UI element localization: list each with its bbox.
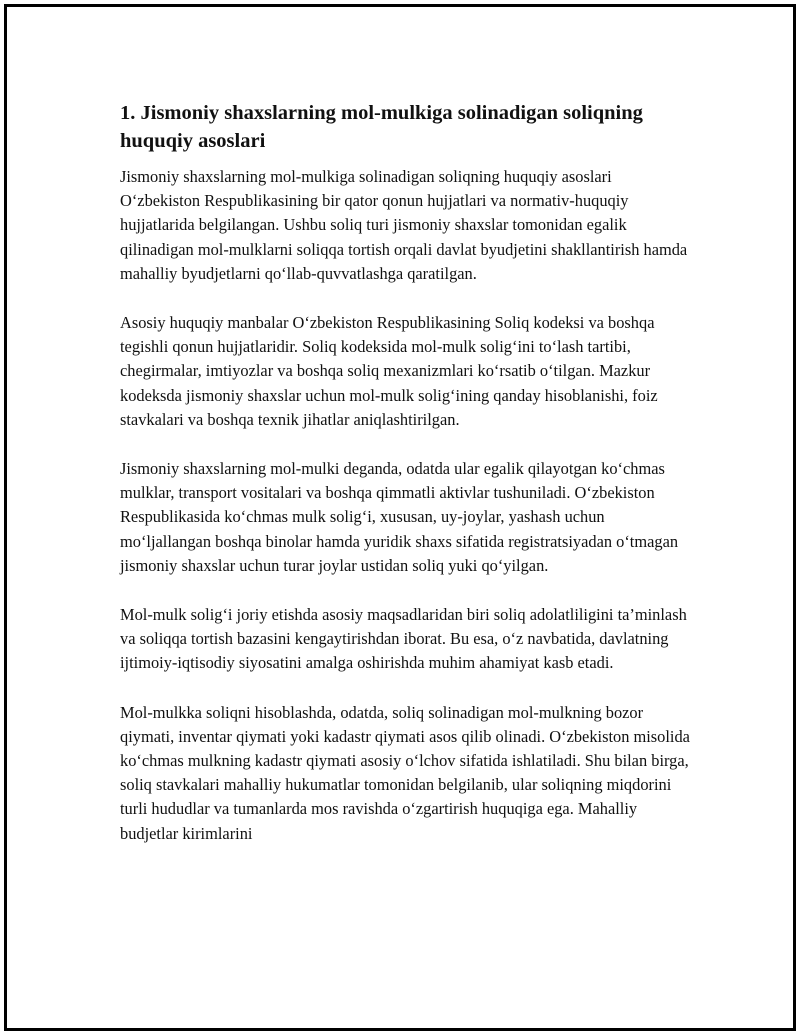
section-heading: 1. Jismoniy shaxslarning mol-mulkiga solinadigan soliqning huquqiy asoslari [120, 102, 643, 152]
paragraph-3: Jismoniy shaxslarning mol-mulki deganda, odatda ular egalik qilayotgan ko‘chmas mulklar, transport vositalari va boshqa qimmatli aktivlar tushuniladi. O‘zbekiston Respublikasida ko‘chmas mulk solig‘i, xususan, uy-joylar, yashash uchun mo‘ljallangan boshqa binolar hamda yuridik shaxs sifatida registratsiyadan o‘tmagan jismoniy shaxslar uchun turar joylar ustidan soliq yuki qo‘yilgan. [120, 459, 679, 575]
document-body [120, 99, 695, 871]
paragraph-2: Asosiy huquqiy manbalar O‘zbekiston Respublikasining Soliq kodeksi va boshqa tegishli qonun hujjatlaridir. Soliq kodeksida mol-mulk solig‘ini to‘lash tartibi, chegirmalar, imtiyozlar va boshqa soliq mexanizmlari ko‘rsatib o‘tilgan. Mazkur kodeksda jismoniy shaxslar uchun mol-mulk solig‘ining qanday hisoblanishi, foiz stavkalari va boshqa texnik jihatlar aniqlashtirilgan. [120, 313, 658, 429]
paragraph-1: Jismoniy shaxslarning mol-mulkiga solinadigan soliqning huquqiy asoslari O‘zbekiston Respublikasining bir qator qonun hujjatlari va normativ-huquqiy hujjatlarida belgilangan. Ushbu soliq turi jismoniy shaxslar tomonidan egalik qilinadigan mol-mulklarni soliqqa tortish orqali davlat byudjetini shakllantirish hamda mahalliy byudjetlarni qo‘llab-quvvatlashga qaratilgan. [120, 167, 688, 283]
paragraph-5: Mol-mulkka soliqni hisoblashda, odatda, soliq solinadigan mol-mulkning bozor qiymati, inventar qiymati yoki kadastr qiymati asos qilib olinadi. O‘zbekiston misolida ko‘chmas mulkning kadastr qiymati asosiy o‘lchov sifatida ishlatiladi. Shu bilan birga, soliq stavkalari mahalliy hukumatlar tomonidan belgilanib, ular soliqning miqdorini turli hududlar va tumanlarda mos ravishda o‘zgartirish huquqiga ega. Mahalliy budjetlar kirimlarini [120, 702, 690, 843]
paragraph-4: Mol-mulk solig‘i joriy etishda asosiy maqsadlaridan biri soliq adolatliligini ta’minlash va soliqqa tortish bazasini kengaytirishdan iborat. Bu esa, o‘z navbatida, davlatning ijtimoiy-iqtisodiy siyosatini amalga oshirishda muhim ahamiyat kasb etadi. [120, 605, 687, 673]
page-frame [4, 4, 796, 1031]
